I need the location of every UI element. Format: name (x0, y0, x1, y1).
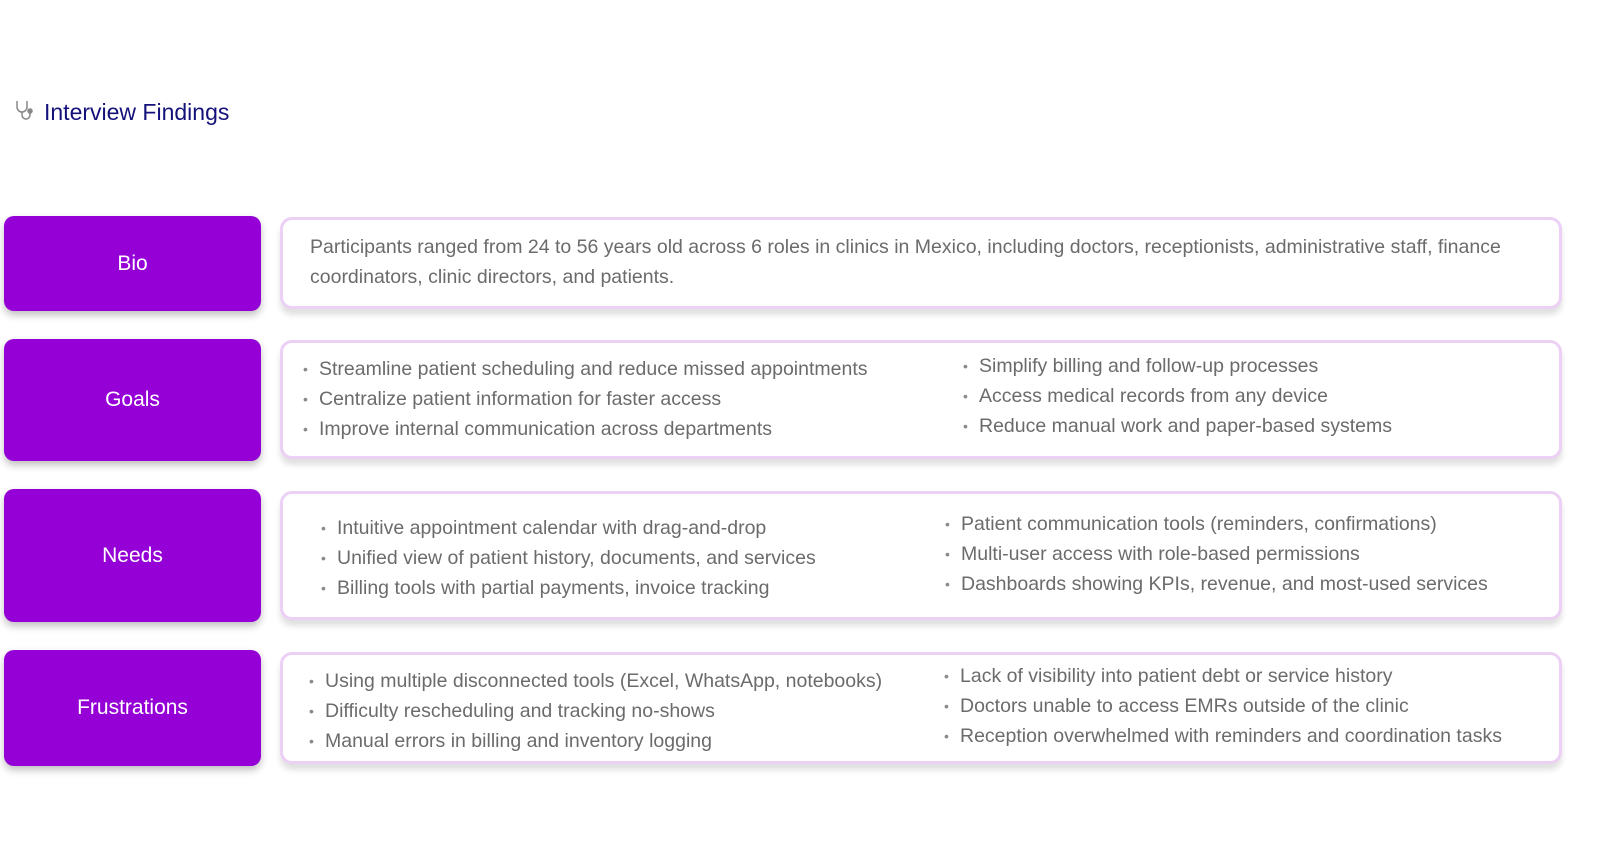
list-item: • Centralize patient information for faster access (303, 384, 868, 414)
page-title (12, 98, 229, 127)
list-item: • Multi-user access with role-based permissions (945, 539, 1488, 569)
section-label-goals: Goals (4, 339, 261, 461)
list-item: • Simplify billing and follow-up processes (963, 351, 1392, 381)
list-item: • Reception overwhelmed with reminders and coordination tasks (944, 721, 1502, 751)
list-item: • Intuitive appointment calendar with drag-and-drop (321, 513, 816, 543)
frustrations-right-list (944, 661, 1502, 751)
title-text: Interview Findings (44, 99, 230, 125)
list-item: • Using multiple disconnected tools (Excel, WhatsApp, notebooks) (309, 666, 882, 696)
list-item: • Patient communication tools (reminders, confirmations) (945, 509, 1488, 539)
list-item: • Difficulty rescheduling and tracking no-shows (309, 696, 882, 726)
list-item: • Doctors unable to access EMRs outside of the clinic (944, 691, 1502, 721)
list-item: • Unified view of patient history, documents, and services (321, 543, 816, 573)
list-item: • Access medical records from any device (963, 381, 1392, 411)
needs-left-list (321, 513, 816, 603)
section-label-frustrations: Frustrations (4, 650, 261, 766)
section-label-bio: Bio (4, 216, 261, 311)
needs-right-list (945, 509, 1488, 599)
goals-left-list (303, 354, 868, 444)
list-item: • Manual errors in billing and inventory logging (309, 726, 882, 756)
section-label-needs: Needs (4, 489, 261, 622)
list-item: • Improve internal communication across departments (303, 414, 868, 444)
frustrations-left-list (309, 666, 882, 756)
list-item: • Reduce manual work and paper-based systems (963, 411, 1392, 441)
stethoscope-icon (12, 98, 36, 127)
list-item: • Lack of visibility into patient debt or service history (944, 661, 1502, 691)
list-item: • Billing tools with partial payments, invoice tracking (321, 573, 816, 603)
goals-right-list (963, 351, 1392, 441)
bio-text: Participants ranged from 24 to 56 years old across 6 roles in clinics in Mexico, including doctors, receptionists, administrative staff, finance coordinators, clinic directors, and patients. (310, 236, 1501, 288)
list-item: • Streamline patient scheduling and reduce missed appointments (303, 354, 868, 384)
list-item: • Dashboards showing KPIs, revenue, and most-used services (945, 569, 1488, 599)
